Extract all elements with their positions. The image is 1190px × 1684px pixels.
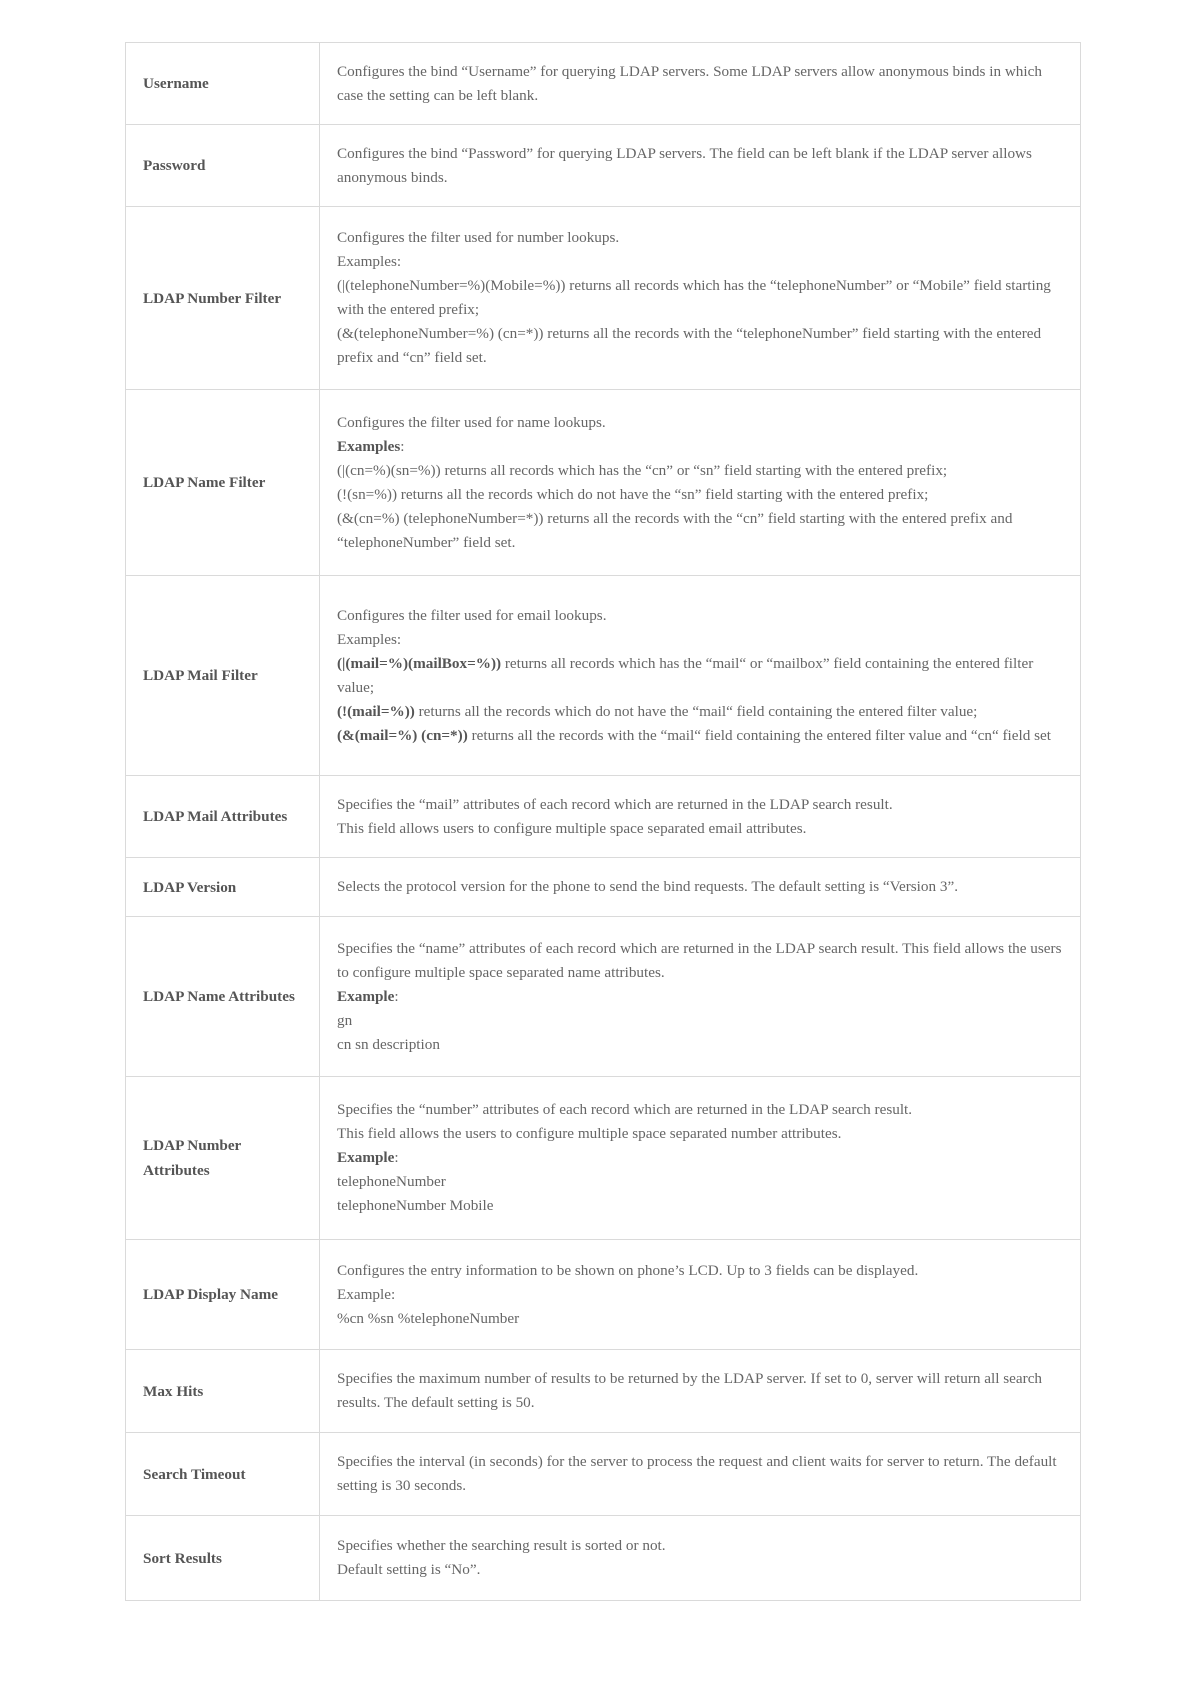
table-row	[126, 917, 1081, 1077]
description-line: Specifies whether the searching result is sorted or not.	[337, 1537, 666, 1554]
table-row	[126, 1516, 1081, 1601]
description-line: (|(cn=%)(sn=%)) returns all records which has the “cn” or “sn” field starting with the entered prefix;	[337, 461, 948, 479]
setting-description	[320, 576, 1081, 776]
description-line: Configures the filter used for email lookups.	[337, 606, 607, 624]
description-line: Examples:	[337, 253, 402, 270]
setting-description	[320, 1516, 1081, 1601]
description-line: Specifies the maximum number of results to be returned by the LDAP server. If set to 0, server will return all search results. The default setting is 50.	[337, 1370, 1043, 1411]
setting-description	[320, 207, 1081, 390]
table-row	[126, 1240, 1081, 1350]
description-line: Selects the protocol version for the phone to send the bind requests. The default setting is “Version 3”.	[337, 878, 958, 895]
setting-name: LDAP Mail Filter	[126, 576, 320, 776]
description-line: This field allows the users to configure multiple space separated number attributes.	[337, 1125, 842, 1142]
description-line: Configures the filter used for name lookups.	[337, 413, 606, 431]
description-line: Specifies the interval (in seconds) for the server to process the request and client waits for server to return. The default setting is 30 seconds.	[337, 1453, 1057, 1494]
setting-description	[320, 1350, 1081, 1433]
description-line: Specifies the “mail” attributes of each record which are returned in the LDAP search result.	[337, 795, 893, 813]
description-line: Specifies the “name” attributes of each record which are returned in the LDAP search result. This field allows the users to configure multiple space separated name attributes.	[337, 939, 1062, 981]
table-row	[126, 1433, 1081, 1516]
table-row	[126, 858, 1081, 917]
setting-name: Password	[126, 125, 320, 207]
description-bold-prefix: (!(mail=%))	[337, 702, 415, 720]
table-row	[126, 1077, 1081, 1240]
table-row	[126, 776, 1081, 858]
description-line: (!(sn=%)) returns all the records which do not have the “sn” field starting with the entered prefix;	[337, 485, 929, 503]
description-line: gn	[337, 1011, 353, 1029]
description-bold-prefix: Examples	[337, 437, 401, 455]
setting-name: LDAP Name Attributes	[126, 917, 320, 1077]
setting-name: LDAP Name Filter	[126, 390, 320, 576]
description-bold-prefix: (&(mail=%) (cn=*))	[337, 726, 468, 744]
description-line	[337, 435, 1064, 459]
description-bold-prefix: (|(mail=%)(mailBox=%))	[337, 654, 502, 672]
setting-name: LDAP Number Filter	[126, 207, 320, 390]
setting-description	[320, 390, 1081, 576]
setting-name: LDAP Number Attributes	[126, 1077, 320, 1240]
setting-name: Search Timeout	[126, 1433, 320, 1516]
description-line	[337, 652, 1064, 700]
description-line: Default setting is “No”.	[337, 1561, 481, 1578]
description-line: cn sn description	[337, 1035, 440, 1053]
setting-name: Sort Results	[126, 1516, 320, 1601]
description-text: :	[394, 1149, 399, 1166]
table-row	[126, 207, 1081, 390]
description-bold-prefix: Example	[337, 987, 395, 1005]
description-text: :	[394, 987, 399, 1005]
description-line	[337, 1146, 1064, 1170]
setting-description	[320, 1077, 1081, 1240]
description-text: returns all records which has the “mail“ or “mailbox” field containing the entered filter value;	[337, 654, 1034, 696]
table-row	[126, 390, 1081, 576]
description-line: (&(cn=%) (telephoneNumber=*)) returns all the records with the “cn” field starting with the entered prefix and “telephoneNumber” field set.	[337, 509, 1013, 551]
description-line: (|(telephoneNumber=%)(Mobile=%)) returns all records which has the “telephoneNumber” or “Mobile” field starting with the entered prefix;	[337, 277, 1051, 318]
setting-name: LDAP Mail Attributes	[126, 776, 320, 858]
table-row	[126, 576, 1081, 776]
setting-description	[320, 917, 1081, 1077]
description-line: This field allows users to configure multiple space separated email attributes.	[337, 819, 807, 837]
description-line: telephoneNumber	[337, 1173, 446, 1190]
description-text: returns all the records which do not have the “mail“ field containing the entered filter value;	[414, 702, 978, 720]
setting-description	[320, 776, 1081, 858]
table-row	[126, 43, 1081, 125]
description-text: returns all the records with the “mail“ field containing the entered filter value and “cn“ field set	[467, 726, 1051, 744]
table-body	[126, 43, 1081, 1601]
description-line	[337, 724, 1064, 748]
description-line: (&(telephoneNumber=%) (cn=*)) returns all the records with the “telephoneNumber” field starting with the entered prefix and “cn” field set.	[337, 325, 1042, 366]
setting-description	[320, 43, 1081, 125]
description-line	[337, 700, 1064, 724]
setting-name: Username	[126, 43, 320, 125]
ldap-settings-table	[125, 42, 1081, 1601]
description-text: :	[400, 437, 405, 455]
setting-description	[320, 858, 1081, 917]
description-line: Configures the filter used for number lookups.	[337, 229, 620, 246]
setting-name: LDAP Display Name	[126, 1240, 320, 1350]
setting-name: Max Hits	[126, 1350, 320, 1433]
description-line: Configures the bind “Password” for querying LDAP servers. The field can be left blank if the LDAP server allows anonymous binds.	[337, 144, 1032, 186]
description-line: telephoneNumber Mobile	[337, 1197, 494, 1214]
table-row	[126, 125, 1081, 207]
description-bold-prefix: Example	[337, 1149, 395, 1166]
description-line	[337, 985, 1064, 1009]
description-line: %cn %sn %telephoneNumber	[337, 1309, 520, 1327]
description-line: Specifies the “number” attributes of each record which are returned in the LDAP search result.	[337, 1101, 913, 1118]
setting-description	[320, 125, 1081, 207]
description-line: Example:	[337, 1285, 396, 1303]
description-line: Configures the bind “Username” for querying LDAP servers. Some LDAP servers allow anonymous binds in which case the setting can be left blank.	[337, 62, 1042, 104]
description-line: Configures the entry information to be shown on phone’s LCD. Up to 3 fields can be displayed.	[337, 1261, 919, 1279]
table-row	[126, 1350, 1081, 1433]
setting-name: LDAP Version	[126, 858, 320, 917]
setting-description	[320, 1433, 1081, 1516]
setting-description	[320, 1240, 1081, 1350]
description-line: Examples:	[337, 630, 402, 648]
